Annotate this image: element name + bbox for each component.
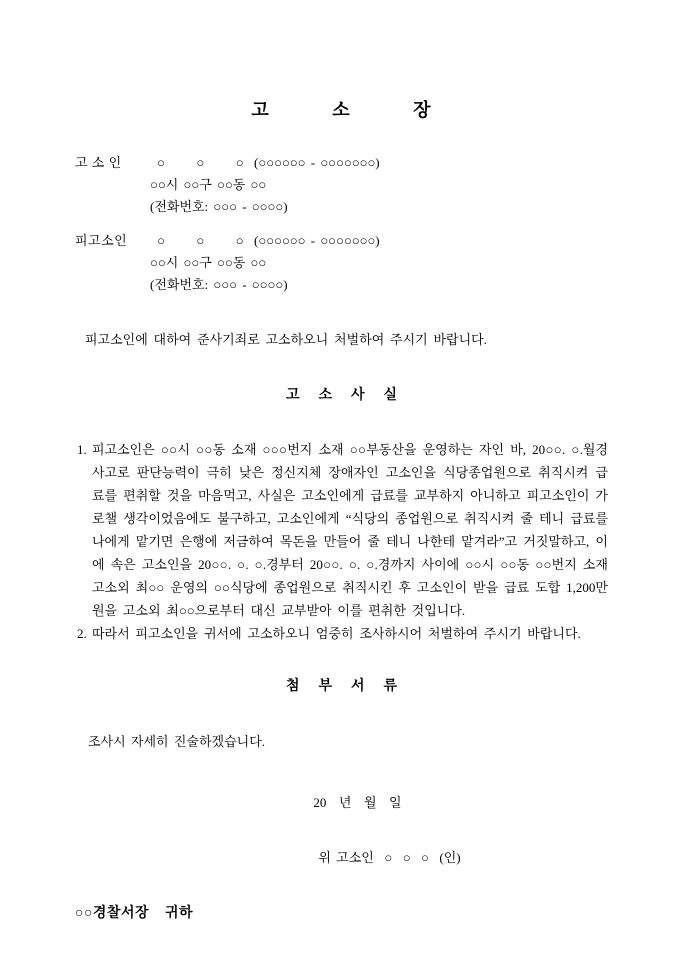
accused-phone: (전화번호: ○○○ - ○○○○) [150, 277, 288, 292]
accused-address: ○○시 ○○구 ○○동 ○○ [150, 255, 267, 270]
complainant-block [75, 152, 608, 218]
date-line: 20 년 월 일 [313, 795, 402, 810]
accused-address-row [75, 252, 608, 274]
document-title: 고 소 장 [251, 100, 432, 120]
complainant-name: ○ ○ ○ (○○○○○○ - ○○○○○○○) [157, 155, 380, 170]
accused-label: 피고소인 [75, 233, 128, 248]
complainant-name-row [75, 152, 608, 174]
fact-item [75, 438, 608, 622]
signature-line: 위 고소인 ○ ○ ○ (인) [318, 850, 461, 865]
complainant-label: 고 소 인 [75, 155, 122, 170]
fact-item-number: 2. [77, 626, 87, 641]
accused-name-row [75, 230, 608, 252]
fact-item [75, 622, 608, 645]
complainant-phone: (전화번호: ○○○ - ○○○○) [150, 199, 288, 214]
attachments-text: 조사시 자세히 진술하겠습니다. [88, 734, 266, 749]
recipient-line: ○○경찰서장 귀하 [75, 906, 194, 921]
accused-phone-row [75, 274, 608, 296]
fact-item-number: 1. [77, 442, 87, 457]
complainant-address: ○○시 ○○구 ○○동 ○○ [150, 177, 267, 192]
facts-list [75, 438, 608, 645]
complainant-address-row [75, 174, 608, 196]
fact-item-text: 따라서 피고소인을 귀서에 고소하오니 엄중히 조사하시어 처벌하여 주시기 바랍니다. [92, 626, 581, 641]
accused-block [75, 230, 608, 296]
intro-sentence: 피고소인에 대하여 준사기죄로 고소하오니 처벌하여 주시기 바랍니다. [85, 332, 487, 347]
attachments-section-heading: 첨 부 서 류 [285, 679, 398, 694]
accused-name: ○ ○ ○ (○○○○○○ - ○○○○○○○) [157, 233, 380, 248]
complainant-phone-row [75, 196, 608, 218]
fact-item-text: 피고소인은 ○○시 ○○동 소재 ○○○번지 소재 ○○부동산을 운영하는 자인 바, 20○○. ○.월경 사고로 판단능력이 극히 낮은 정신지체 장애자인 고소인을 식당종업원으로 취직시켜 급료를 편취할 것을 마음먹고, 사실은 고소인에게 급료를 교부하지 아니하고 피고소인이 가로챌 생각이었음에도 불구하고, 고소인에게 “식당의 종업원으로 취직시켜 줄 테니 급료를 나에게 맡기면 은행에 저금하여 목돈을 만들어 줄 테니 나한테 맡겨라”고 거짓말하고, 이에 속은 고소인을 20○○. ○. ○.경부터 20○○. ○. ○.경까지 사이에 ○○시 ○○동 ○○번지 소재 고소외 최○○ 운영의 ○○식당에 종업원으로 취직시킨 후 고소인이 받을 급료 도합 1,200만원을 고소외 최○○으로부터 대신 교부받아 이를 편취한 것입니다. [92, 442, 608, 618]
facts-section-heading: 고 소 사 실 [285, 388, 398, 403]
